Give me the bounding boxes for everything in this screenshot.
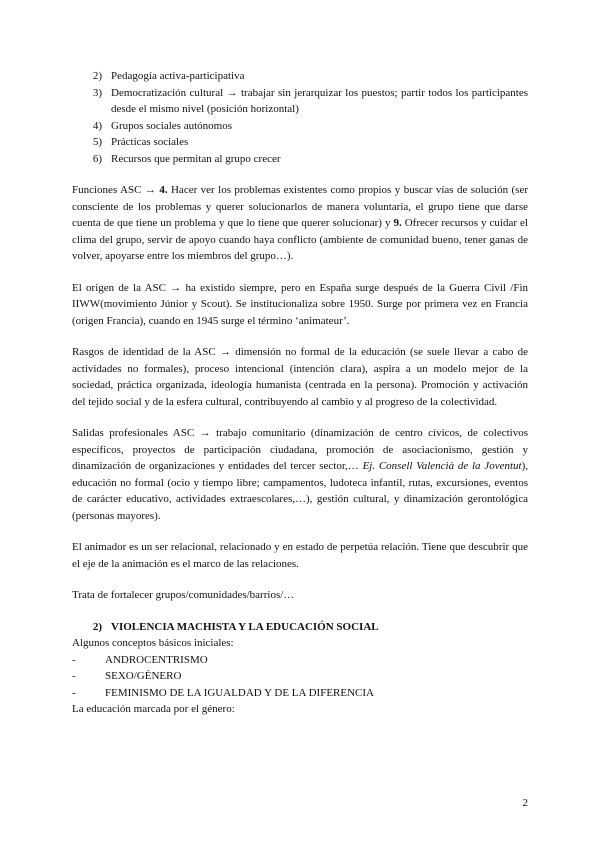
list-text: Prácticas sociales — [111, 136, 189, 148]
concepts-list — [72, 652, 528, 702]
section-number: 2) — [92, 620, 102, 633]
document-page — [72, 68, 528, 718]
list-text: Grupos sociales autónomos — [111, 119, 232, 132]
concepts-intro: Algunos conceptos básicos iniciales: — [72, 637, 234, 649]
paragraph-fortalecer: Trata de fortalecer grupos/comunidades/barrios/… — [72, 589, 295, 601]
paragraph-text: Ofrecer recursos y cuidar el clima del grupo, servir de apoyo cuando haya conflicto (ambiente de comunidad bueno, tener ganas de volver, apoyarse entre los miembros del grupo…). — [72, 217, 528, 262]
paragraph-text: Salidas profesionales ASC → trabajo comunitario (dinamización de centro cívicos, de colectivos específicos, proyectos de participación ciudadana, promoción de asociacionismo, gestión y dinamización de organizaciones y entidades del tercer sector,… — [72, 427, 528, 472]
section-heading — [72, 619, 528, 636]
list-item — [72, 68, 528, 85]
paragraph-animador: El animador es un ser relacional, relacionado y en estado de perpetúa relación. Tiene que descubrir que el eje de la animación es el marco de las relaciones. — [72, 541, 528, 570]
list-item — [72, 134, 528, 151]
list-item — [72, 652, 528, 669]
section-title: VIOLENCIA MACHISTA Y LA EDUCACIÓN SOCIAL — [111, 620, 379, 633]
list-number: 5) — [92, 136, 102, 148]
closing-line: La educación marcada por el género: — [72, 703, 235, 715]
paragraph-origen: El origen de la ASC → ha existido siempre, pero en España surge después de la Guerra Civil /Fin IIWW(movimiento Júnior y Scout). Se institucionaliza sobre 1950. Surge por primera vez en Francia (origen Francia), cuando en 1945 surge el término ‘animateur’. — [72, 281, 528, 327]
paragraph-text: ), educación no formal (ocio y tiempo libre; campamentos, ludoteca infantil, rutas, excursiones, eventos de carácter educativo, actividades extraescolares,…), gestión cultural, y dinamización gerontológica (personas mayores). — [72, 460, 528, 522]
list-item — [72, 668, 528, 685]
paragraph-rasgos: Rasgos de identidad de la ASC → dimensión no formal de la educación (se suele llevar a cabo de actividades no formales), proceso intencional (intención clara), aspira a un modelo mejor de la sociedad, práctica organizada, ideología humanista (centrada en la persona). Promoción y activación del tejido social y de la esfera cultural, contribuyendo al cambio y al progreso de la colectividad. — [72, 346, 528, 408]
bold-number: 9. — [393, 217, 402, 229]
paragraph-salidas — [72, 425, 528, 524]
concept-text: FEMINISMO DE LA IGUALDAD Y DE LA DIFERENCIA — [105, 686, 374, 699]
dash-bullet: - — [72, 670, 76, 682]
page-number: 2 — [522, 797, 528, 809]
list-item — [72, 151, 528, 168]
list-text: Pedagogía activa-participativa — [111, 70, 245, 82]
list-item — [72, 118, 528, 135]
list-number: 6) — [92, 152, 102, 165]
paragraph-text: Funciones ASC → — [72, 184, 160, 196]
concept-text: ANDROCENTRISMO — [105, 653, 208, 666]
dash-bullet: - — [72, 653, 76, 666]
list-number: 4) — [92, 119, 102, 132]
paragraph-funciones — [72, 182, 528, 265]
bold-number: 4. — [159, 184, 168, 196]
concept-text: SEXO/GÉNERO — [105, 670, 182, 682]
list-item — [72, 685, 528, 702]
list-item — [72, 85, 528, 118]
italic-example: Ej. Consell Valencià de la Joventut — [362, 460, 522, 472]
list-text: Democratización cultural → trabajar sin jerarquizar los puestos; partir todos los participantes desde el mismo nivel (posición horizontal) — [111, 86, 528, 115]
list-text: Recursos que permitan al grupo crecer — [111, 152, 281, 165]
dash-bullet: - — [72, 686, 76, 699]
paragraph-text: Hacer ver los problemas existentes como propios y buscar vías de solución (ser consciente de los problemas y querer solucionarlos de manera voluntaria, el grupo tiene que darse cuenta de que tiene un problema y que lo tiene que querer solucionar) y — [72, 184, 528, 229]
list-number: 3) — [92, 86, 102, 99]
list-number: 2) — [92, 70, 102, 82]
numbered-list — [72, 68, 528, 167]
